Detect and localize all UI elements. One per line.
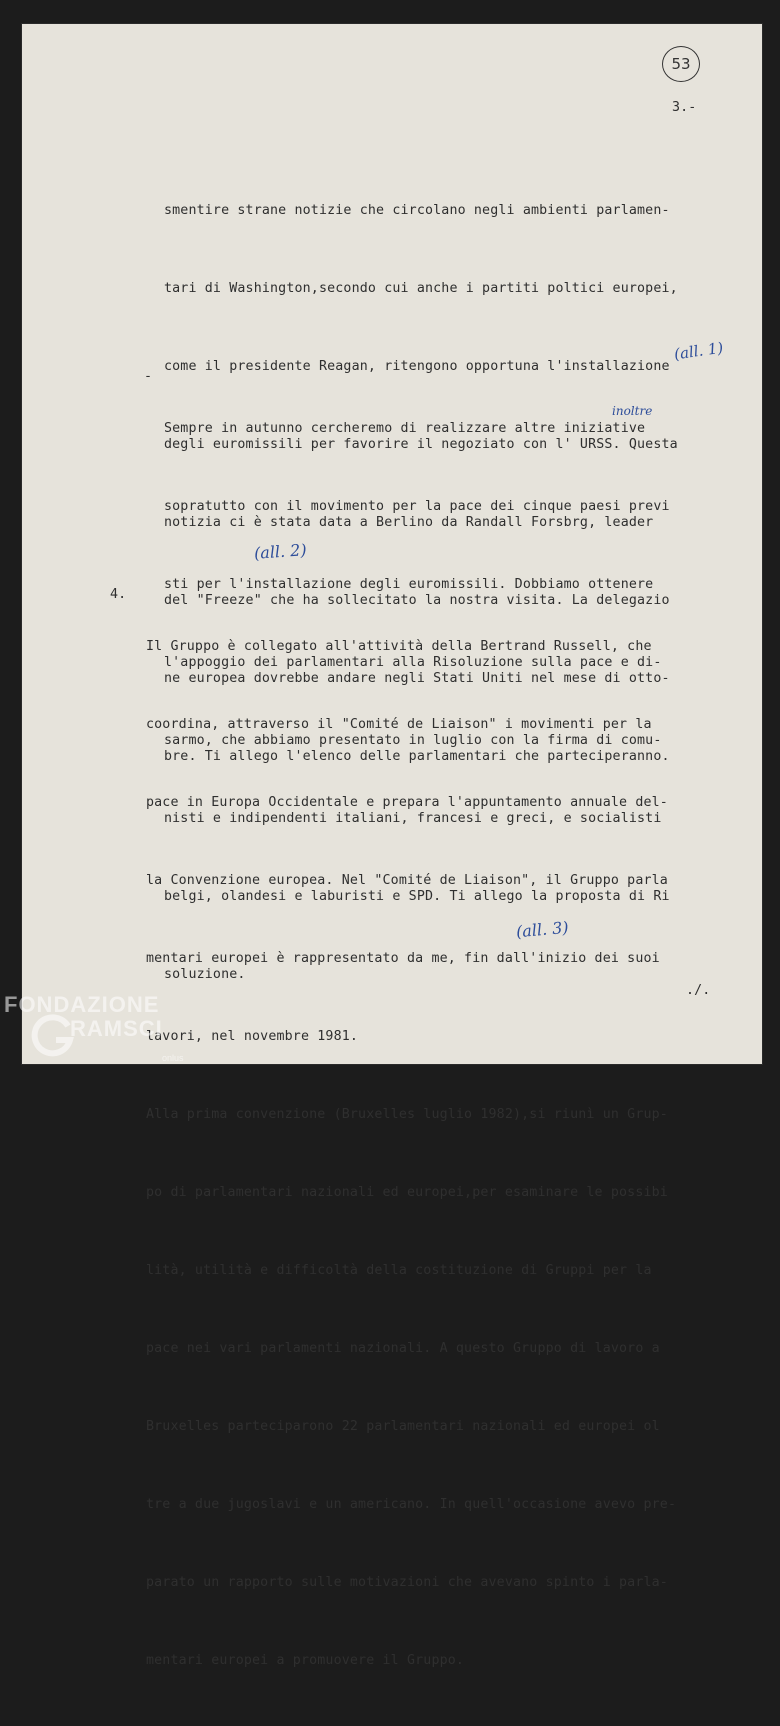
text-line: del "Freeze" che ha sollecitato la nostra visita. La delegazio xyxy=(164,593,670,608)
folio-stamp xyxy=(662,46,700,82)
watermark-onlus: onlus xyxy=(162,1053,184,1063)
text-line: parato un rapporto sulle motivazioni che avevano spinto i parla- xyxy=(146,1575,668,1590)
watermark-line-2 xyxy=(70,1018,163,1040)
text-line: mentari europei a promuovere il Gruppo. xyxy=(146,1653,465,1668)
text-line: notizia ci è stata data a Berlino da Randall Forsbrg, leader xyxy=(164,515,654,530)
text-line: come il presidente Reagan, ritengono opportuna l'installazione xyxy=(164,359,670,374)
text-line: Alla prima convenzione (Bruxelles luglio 1982),si riunì un Grup- xyxy=(146,1107,668,1122)
text-line: po di parlamentari nazionali ed europei,per esaminare le possibi xyxy=(146,1185,668,1200)
text-line: tari di Washington,secondo cui anche i partiti poltici europei, xyxy=(164,281,678,296)
text-line: sti per l'installazione degli euromissili. Dobbiamo ottenere xyxy=(164,577,654,592)
text-line: lavori, nel novembre 1981. xyxy=(146,1029,359,1044)
paragraph-gruppo xyxy=(146,582,676,1726)
text-line: Sempre in autunno cercheremo di realizzare altre iniziative xyxy=(164,421,646,436)
text-line: la Convenzione europea. Nel "Comité de Liaison", il Gruppo parla xyxy=(146,873,668,888)
watermark-line-2-text: RAMSCI xyxy=(70,1016,163,1041)
document-page xyxy=(22,24,762,1668)
text-line: ne europea dovrebbe andare negli Stati Uniti nel mese di otto- xyxy=(164,671,670,686)
fondazione-gramsci-watermark xyxy=(4,992,184,1063)
handwritten-annex-2: (all. 2) xyxy=(253,540,308,563)
handwritten-annex-3: (all. 3) xyxy=(515,917,570,942)
text-line: sopratutto con il movimento per la pace dei cinque paesi previ xyxy=(164,499,670,514)
text-line: pace in Europa Occidentale e prepara l'appuntamento annuale del- xyxy=(146,795,668,810)
text-line: smentire strane notizie che circolano negli ambienti parlamen- xyxy=(164,203,670,218)
handwritten-inoltre: inoltre xyxy=(612,404,653,418)
text-line: coordina, attraverso il "Comité de Liaison" i movimenti per la xyxy=(146,717,652,732)
gramsci-g-logo-icon xyxy=(30,1014,74,1058)
text-line: nisti e indipendenti italiani, francesi e greci, e socialisti xyxy=(164,811,662,826)
text-line: sarmo, che abbiamo presentato in luglio con la firma di comu- xyxy=(164,733,662,748)
text-line: lità, utilità e difficoltà della costituzione di Gruppi per la xyxy=(146,1263,652,1278)
text-line: mentari europei è rappresentato da me, fin dall'inizio dei suoi xyxy=(146,951,660,966)
bullet-marker: - xyxy=(144,369,153,384)
watermark-line-1: FONDAZIONE xyxy=(4,992,160,1017)
item-number: 4. xyxy=(110,587,127,602)
text-line: bre. Ti allego l'elenco delle parlamentari che parteciperanno. xyxy=(164,749,670,764)
page-number: 3.- xyxy=(672,100,697,115)
text-line: degli euromissili per favorire il negoziato con l' URSS. Questa xyxy=(164,437,678,452)
continuation-mark: ./. xyxy=(686,983,711,998)
text-line: belgi, olandesi e laburisti e SPD. Ti allego la proposta di Ri xyxy=(164,889,670,904)
text-line: l'appoggio dei parlamentari alla Risoluzione sulla pace e di- xyxy=(164,655,662,670)
text-line: pace nei vari parlamenti nazionali. A questo Gruppo di lavoro a xyxy=(146,1341,660,1356)
text-line: tre a due jugoslavi e un americano. In quell'occasione avevo pre- xyxy=(146,1497,677,1512)
handwritten-annex-1: (all. 1) xyxy=(672,338,725,364)
text-line: Il Gruppo è collegato all'attività della Bertrand Russell, che xyxy=(146,639,652,654)
text-line: Bruxelles parteciparono 22 parlamentari nazionali ed europei ol xyxy=(146,1419,660,1434)
text-line: soluzione. xyxy=(164,967,246,982)
folio-number: 53 xyxy=(671,55,691,73)
